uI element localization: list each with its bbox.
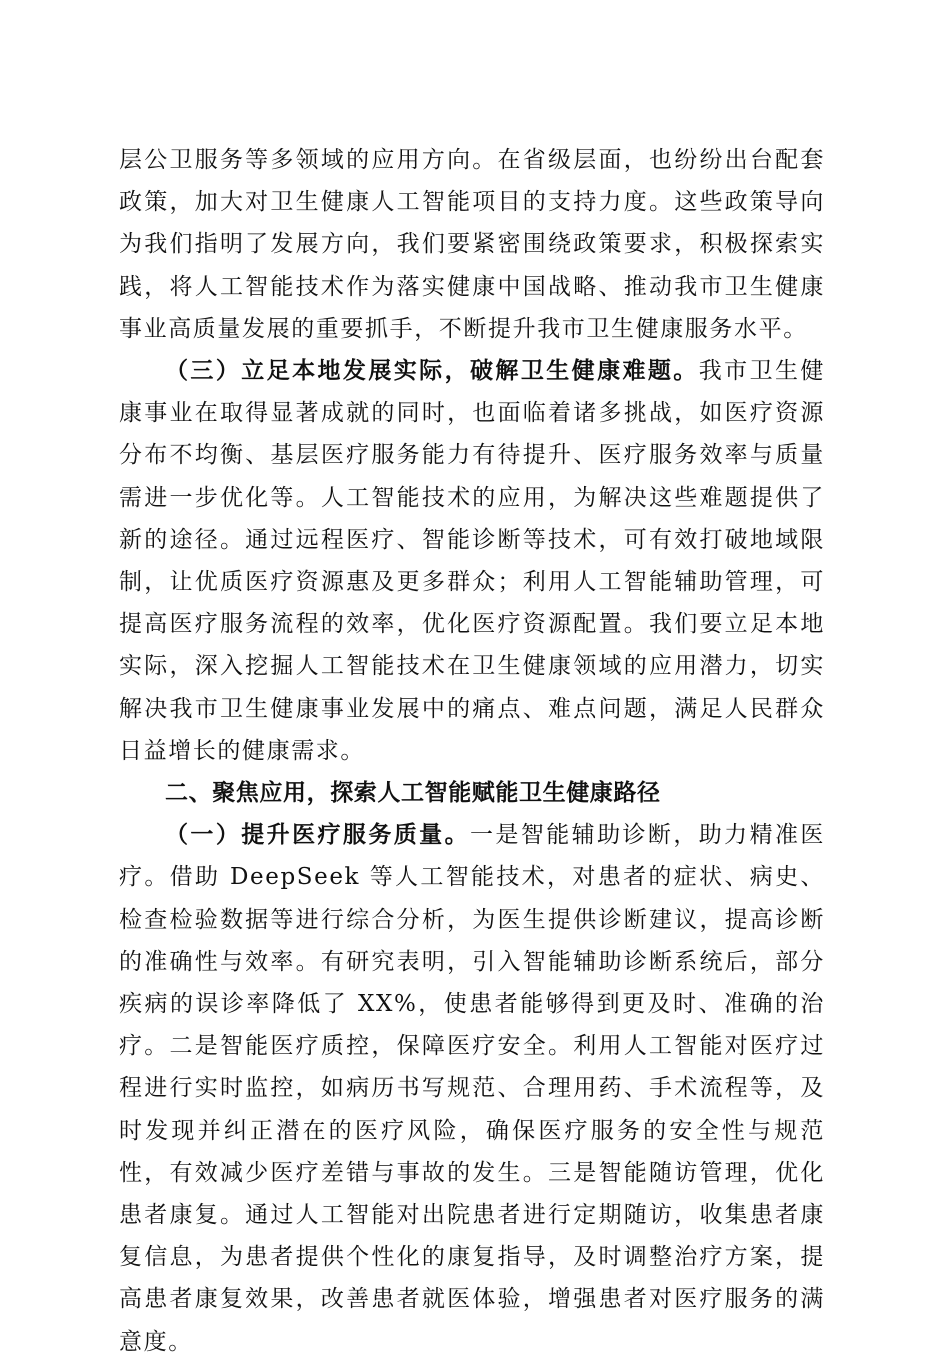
paragraph-medical-quality xyxy=(119,814,825,1363)
paragraph-local-challenges xyxy=(119,350,825,772)
paragraph-lead-heading: （一）提升医疗服务质量。 xyxy=(165,821,470,849)
paragraph-policy-continuation: 层公卫服务等多领域的应用方向。在省级层面，也纷纷出台配套政策，加大对卫生健康人工智能项目的支持力度。这些政策导向为我们指明了发展方向，我们要紧密围绕政策要求，积极探索实践，将人工智能技术作为落实健康中国战略、推动我市卫生健康事业高质量发展的重要抓手，不断提升我市卫生健康服务水平。 xyxy=(119,147,825,342)
paragraph-text: 我市卫生健康事业在取得显著成就的同时，也面临着诸多挑战，如医疗资源分布不均衡、基层医疗服务能力有待提升、医疗服务效率与质量需进一步优化等。人工智能技术的应用，为解决这些难题提供了新的途径。通过远程医疗、智能诊断等技术，可有效打破地域限制，让优质医疗资源惠及更多群众；利用人工智能辅助管理，可提高医疗服务流程的效率，优化医疗资源配置。我们要立足本地实际，深入挖掘人工智能技术在卫生健康领域的应用潜力，切实解决我市卫生健康事业发展中的痛点、难点问题，满足人民群众日益增长的健康需求。 xyxy=(119,358,825,764)
section-heading: 二、聚焦应用，探索人工智能赋能卫生健康路径 xyxy=(165,780,661,807)
paragraph-lead-heading: （三）立足本地发展实际，破解卫生健康难题。 xyxy=(165,357,699,385)
paragraph-text: 一是智能辅助诊断，助力精准医疗。借助 DeepSeek 等人工智能技术，对患者的症状、病史、检查检验数据等进行综合分析，为医生提供诊断建议，提高诊断的准确性与效率。有研究表明，引入智能辅助诊断系统后，部分疾病的误诊率降低了 XX%，使患者能够得到更及时、准确的治疗。二是智能医疗质控，保障医疗安全。利用人工智能对医疗过程进行实时监控，如病历书写规范、合理用药、手术流程等，及时发现并纠正潜在的医疗风险，确保医疗服务的安全性与规范性，有效减少医疗差错与事故的发生。三是智能随访管理，优化患者康复。通过人工智能对出院患者进行定期随访，收集患者康复信息，为患者提供个性化的康复指导，及时调整治疗方案，提高患者康复效果，改善患者就医体验，增强患者对医疗服务的满意度。 xyxy=(119,822,826,1355)
document-body xyxy=(119,139,825,1363)
